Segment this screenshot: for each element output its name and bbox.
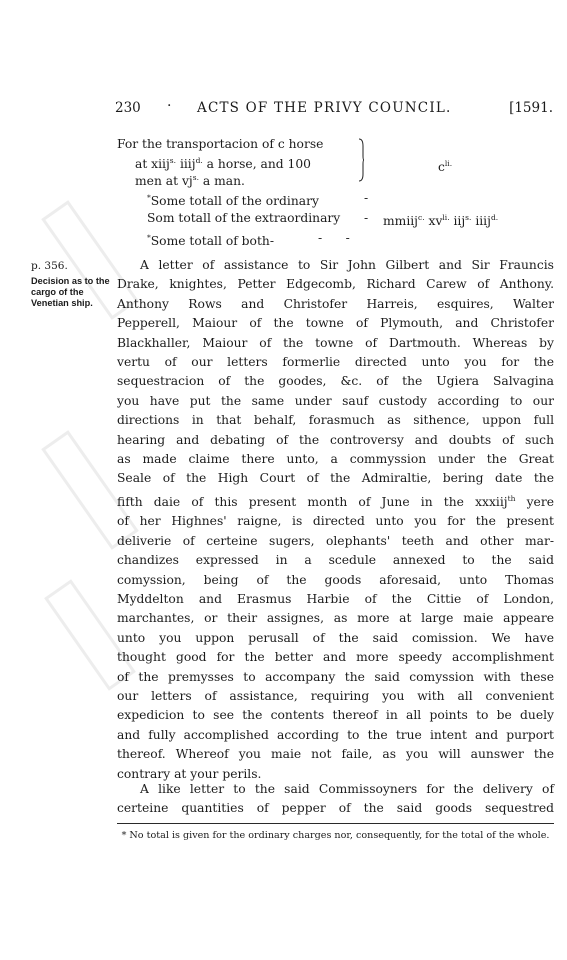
- account-line-2: at xiij$^{s.}$ iiij$^{d.}$ a horse, and 100: [135, 156, 312, 171]
- text-line: sequestracion of the goodes, &c. of the Ugiera Salvagina: [117, 374, 554, 389]
- text-line: chandizes expressed in a scedule annexed to the said: [117, 553, 554, 568]
- text-line: and fully accomplished according to the true intent and purport: [117, 727, 554, 742]
- text-line: Seale of the High Court of the Admiraltie, bering date the: [117, 471, 554, 486]
- account-line-1: For the transportacion of c horse: [117, 137, 324, 151]
- running-header: [115, 100, 553, 122]
- extraordinary-total-amount: mmiij$^{c.}$ $xv^{li.}$ iij$^{s.}$ iiij$^{d.}$: [383, 213, 499, 228]
- text-line: expedicion to see the contents thereof in all points to be duely: [117, 708, 554, 723]
- transport-amount: $c^{li.}$: [438, 159, 453, 174]
- text-line: of her Highnes' raigne, is directed unto you for the present: [117, 514, 554, 529]
- footnote: * No total is given for the ordinary charges nor, consequently, for the total of the whole.: [121, 830, 550, 841]
- text-line-with-superscript: fifth daie of this present month of June in the xxxiij$^{th}$ yere: [117, 493, 554, 509]
- header-dot: ·: [167, 98, 172, 114]
- text-line: our letters of assistance, requiring you with all convenient: [117, 688, 554, 703]
- text-line: vertu of our letters formerlie directed unto you for the: [117, 355, 554, 370]
- account-line-3: men at $vj^{s.}$ a man.: [135, 173, 245, 188]
- text-line: Drake, knightes, Petter Edgecomb, Richard Carew of Anthony.: [117, 277, 554, 292]
- both-total-row: *Some totall of both-: [147, 233, 274, 248]
- text-line: A like letter to the said Commissoyners for the delivery of: [140, 782, 554, 796]
- text-line: Pepperell, Maiour of the towne of Plymouth, and Christofer: [117, 316, 554, 331]
- text-line: Myddelton and Erasmus Harbie of the Cittie of London,: [117, 591, 554, 606]
- text-line: thought good for the better and more speedy accomplishment: [117, 650, 554, 665]
- text-line: Anthony Rows and Christofer Harreis, esquires, Walter: [117, 296, 554, 311]
- page-number: 230: [115, 100, 141, 116]
- letter-of-assistance: [117, 256, 554, 784]
- text-line: marchantes, or their assignes, as more at large maie appeare: [117, 611, 554, 626]
- text-line: thereof. Whereof you maie not faile, as you will aunswer the: [117, 747, 554, 762]
- text-line: of the premysses to accompany the said comyssion with these: [117, 669, 554, 684]
- text-line: certeine quantities of pepper of the said goods sequestred: [117, 801, 554, 816]
- header-year: [1591.: [509, 100, 553, 116]
- text-line: as made claime there unto, a commyssion under the Great: [117, 452, 554, 467]
- text-line: directions in that behalf, forasmuch as sithence, uppon full: [117, 413, 554, 428]
- right-brace: [358, 138, 364, 182]
- text-line: unto you uppon perusall of the said comission. We have: [117, 630, 554, 645]
- text-line: Blackhaller, Maiour of the towne of Dartmouth. Whereas by: [117, 335, 554, 350]
- ordinary-total-dash: -: [364, 191, 369, 205]
- text-line: hearing and debating of the controversy and doubts of such: [117, 432, 554, 447]
- text-line: comyssion, being of the goods aforesaid, unto Thomas: [117, 572, 554, 587]
- text-line: deliverie of certeine sugers, olephants' teeth and other mar-: [117, 533, 554, 548]
- margin-page-reference: p. 356.: [31, 260, 68, 272]
- ordinary-total-row: *Some totall of the ordinary: [147, 193, 319, 208]
- extraordinary-total-label: Som totall of the extraordinary: [147, 211, 341, 225]
- extraordinary-total-dash: -: [364, 211, 369, 225]
- text-line: A letter of assistance to Sir John Gilbert and Sir Frauncis: [140, 258, 554, 272]
- text-line: contrary at your perils.: [117, 766, 262, 781]
- footnote-rule: [117, 823, 554, 824]
- both-total-dashes: - -: [318, 231, 350, 245]
- running-title: ACTS OF THE PRIVY COUNCIL.: [197, 100, 452, 116]
- margin-sidenote: Decision as to the cargo of the Venetian ship.: [31, 276, 110, 308]
- text-line: you have put the same under sauf custody according to our: [117, 393, 554, 408]
- like-letter: [117, 780, 554, 819]
